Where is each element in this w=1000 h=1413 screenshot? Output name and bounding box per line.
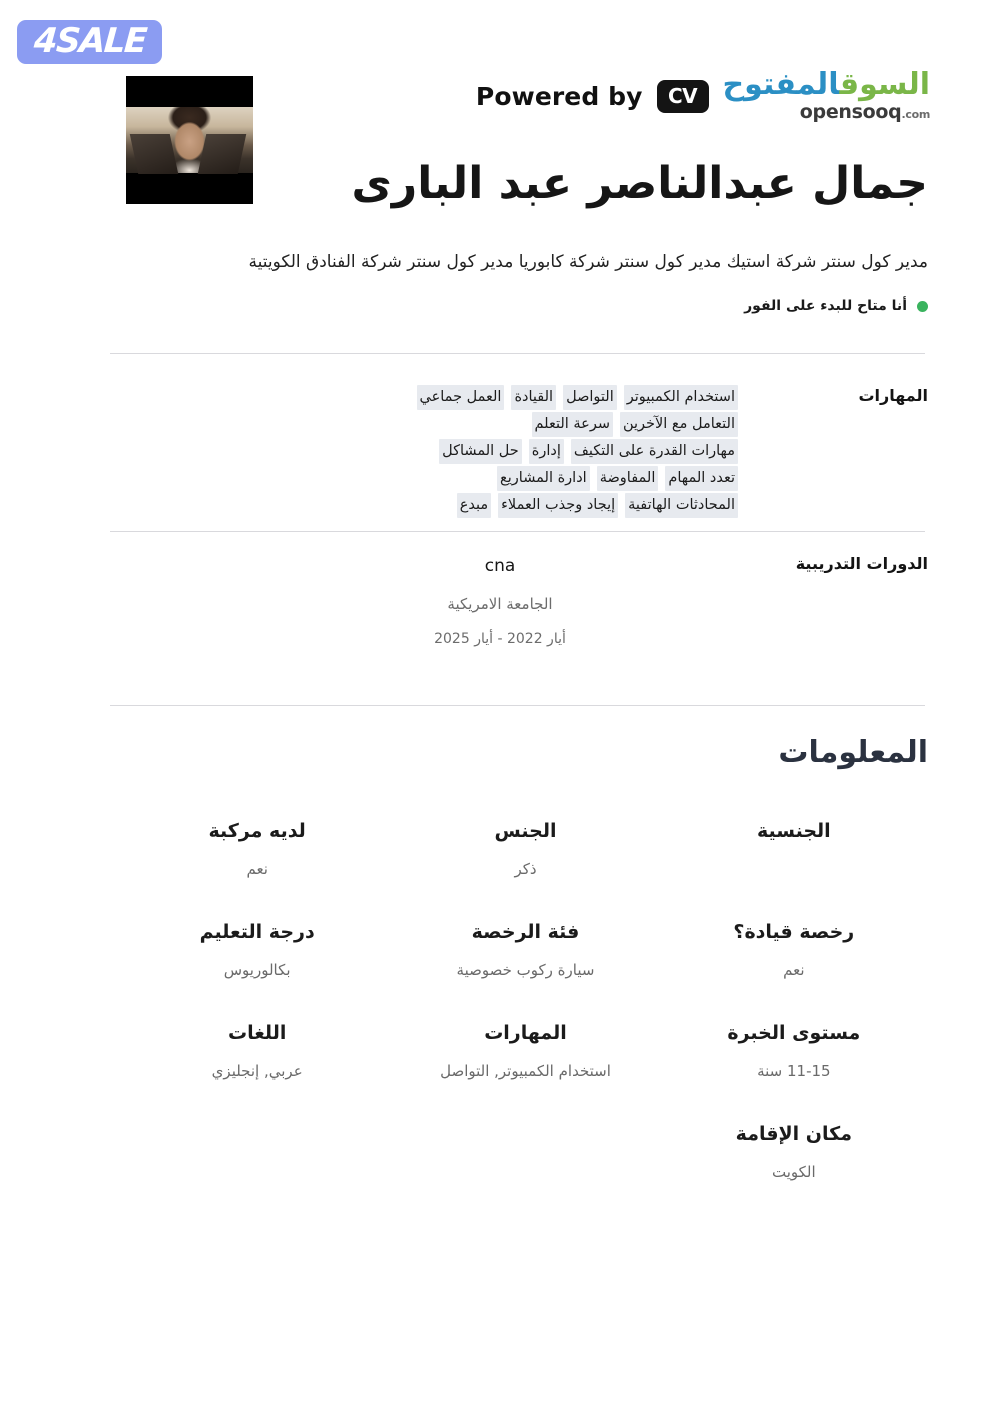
info-cell-key: الجنسية [756, 820, 831, 842]
info-cell-key: اللغات [227, 1022, 287, 1044]
section-divider [110, 353, 925, 354]
section-divider [110, 705, 925, 706]
candidate-name: جمال عبدالناصر عبد البارى [351, 158, 928, 209]
info-cell-value: سيارة ركوب خصوصية [456, 961, 595, 979]
candidate-headline: مدير كول سنتر شركة استيك مدير كول سنتر شركة كابوريا مدير كول سنتر شركة الفنادق الكويتية [248, 252, 928, 272]
info-section-heading: المعلومات [778, 735, 928, 770]
skill-tag: استخدام الكمبيوتر [624, 385, 738, 410]
info-cell [391, 820, 659, 878]
skill-tag: مبدع [457, 493, 491, 518]
skill-tag: إدارة [529, 439, 564, 464]
skill-tag: التواصل [563, 385, 617, 410]
info-cell-value: بكالوريوس [223, 961, 291, 979]
profile-photo-decor-left [130, 134, 179, 174]
opensooq-arabic-wordmark [722, 67, 930, 102]
profile-photo-decor-right [198, 134, 247, 174]
opensooq-arabic-part1: السوق [839, 67, 930, 102]
info-cell [660, 921, 928, 979]
skill-tag: سرعة التعلم [532, 412, 613, 437]
info-cell [391, 1022, 659, 1080]
course-entry [330, 556, 670, 647]
foursale-logo [17, 20, 162, 64]
skills-section-label: المهارات [858, 386, 928, 405]
opensooq-latin-text: opensooq [799, 101, 902, 123]
opensooq-arabic-part2: المفتوح [722, 67, 840, 102]
courses-section-label: الدورات التدريبية [795, 554, 928, 573]
skill-tag: مهارات القدرة على التكيف [571, 439, 738, 464]
skill-tag: المحادثات الهاتفية [625, 493, 738, 518]
skills-tag-list [408, 385, 738, 518]
info-cell [660, 820, 928, 878]
cv-logo-icon [657, 80, 709, 113]
course-institution: الجامعة الامريكية [447, 595, 553, 613]
opensooq-tld: .com [901, 108, 930, 121]
info-cell [123, 1022, 391, 1080]
opensooq-latin-wordmark [800, 103, 930, 122]
info-cell-key: الجنس [494, 820, 557, 842]
info-cell [391, 921, 659, 979]
info-cell [660, 1123, 928, 1181]
info-cell-key: المهارات [484, 1022, 567, 1044]
info-grid [123, 820, 928, 1181]
info-cell-value: استخدام الكمبيوتر, التواصل [440, 1062, 611, 1080]
opensooq-logo [722, 67, 930, 123]
info-cell-key: فئة الرخصة [471, 921, 580, 943]
skill-tag: ادارة المشاريع [497, 466, 590, 491]
info-cell-key: لديه مركبة [208, 820, 306, 842]
profile-photo [126, 76, 253, 204]
info-cell-key: رخصة قيادة؟ [733, 921, 855, 943]
info-cell-value: 11-15 سنة [757, 1062, 831, 1080]
section-divider [110, 531, 925, 532]
powered-by-row [475, 67, 930, 123]
availability-label: أنا متاح للبدء على الفور [744, 298, 907, 314]
info-cell-value [660, 860, 928, 878]
skill-tag: تعدد المهام [665, 466, 738, 491]
info-cell-key: مكان الإقامة [735, 1123, 852, 1145]
info-cell-value: نعم [246, 860, 268, 878]
info-cell-key: درجة التعليم [199, 921, 315, 943]
info-cell-value: الكويت [771, 1163, 816, 1181]
info-cell [123, 921, 391, 979]
skill-tag: القيادة [511, 385, 556, 410]
info-cell-value: نعم [783, 961, 805, 979]
info-cell-value: ذكر [514, 860, 537, 878]
info-cell [660, 1022, 928, 1080]
skill-tag: التعامل مع الآخرين [620, 412, 738, 437]
cv-logo-text: CV [667, 84, 698, 108]
availability-dot-icon [917, 301, 928, 312]
availability-status [744, 298, 928, 314]
info-cell-key: مستوى الخبرة [727, 1022, 861, 1044]
skill-tag: إيجاد وجذب العملاء [498, 493, 618, 518]
skill-tag: العمل جماعي [417, 385, 505, 410]
foursale-wordmark: 4SALE [32, 21, 147, 61]
powered-by-label: Powered by [475, 81, 643, 111]
skill-tag: المفاوضة [597, 466, 659, 491]
course-title: cna [484, 556, 516, 576]
skill-tag: حل المشاكل [439, 439, 522, 464]
course-dates: أيار 2022 - أيار 2025 [434, 631, 566, 647]
info-cell [123, 820, 391, 878]
info-cell-value: عربي, إنجليزي [211, 1062, 303, 1080]
